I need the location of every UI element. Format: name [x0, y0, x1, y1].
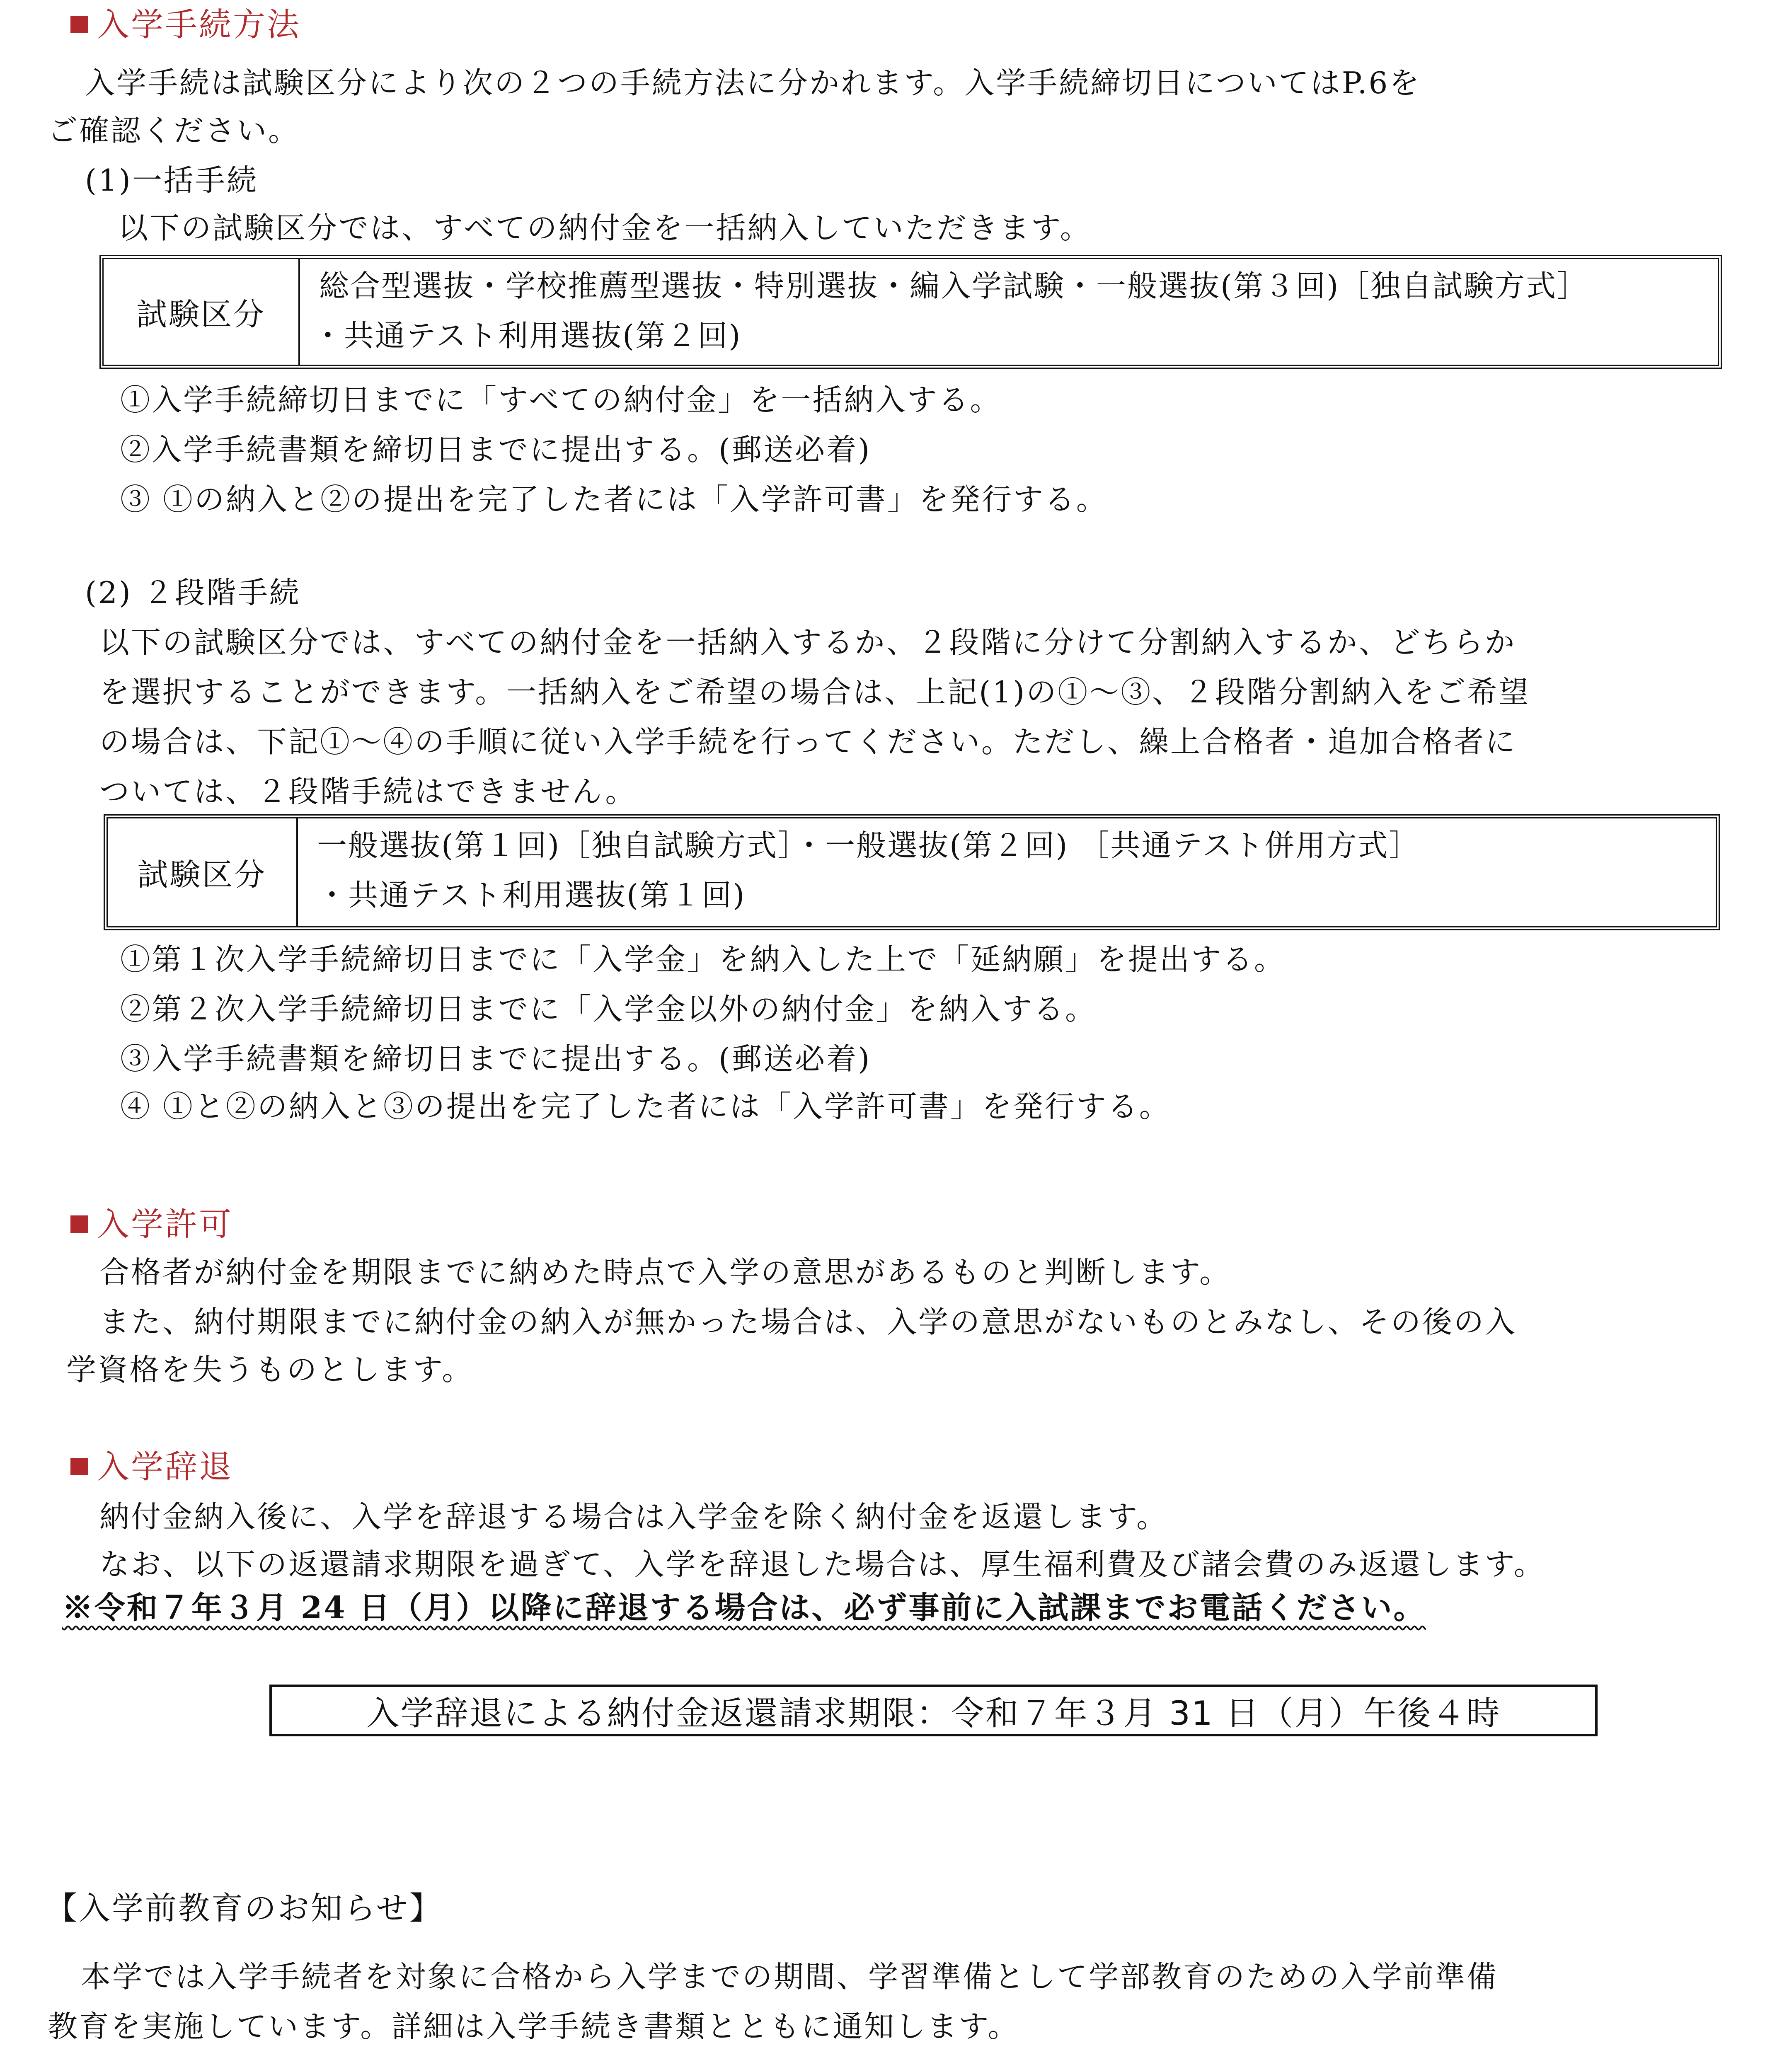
two-stage-desc-line3: の場合は、下記①～④の手順に従い入学手続を行ってください。ただし、繰上合格者・追加合格者に	[99, 724, 1517, 759]
refund-deadline-box	[269, 1685, 1598, 1736]
lump-step-3: ③ ①の納入と②の提出を完了した者には「入学許可書」を発行する。	[120, 482, 1108, 517]
lump-step-1: ①入学手続締切日までに「すべての納付金」を一括納入する。	[120, 382, 1002, 417]
pre-education-line2: 教育を実施しています。詳細は入学手続き書類とともに通知します。	[48, 2009, 1019, 2044]
withdrawal-line2: なお、以下の返還請求期限を過ぎて、入学を辞退した場合は、厚生福利費及び諸会費のみ返還します。	[99, 1547, 1545, 1582]
two-stage-step-2: ②第２次入学手続締切日までに「入学金以外の納付金」を納入する。	[120, 992, 1097, 1026]
lump-step-2: ②入学手続書類を締切日までに提出する。(郵送必着)	[120, 432, 872, 467]
two-stage-table-header: 試験区分	[108, 818, 298, 926]
withdrawal-phone-note: ※令和７年３月 24 日（月）以降に辞退する場合は、必ず事前に入試課までお電話ください。	[62, 1590, 1426, 1626]
lump-description: 以下の試験区分では、すべての納付金を一括納入していただきます。	[118, 211, 1092, 245]
withdrawal-line1: 納付金納入後に、入学を辞退する場合は入学金を除く納付金を返還します。	[99, 1499, 1168, 1534]
permission-line1: 合格者が納付金を期限までに納めた時点で入学の意思があるものと判断します。	[99, 1255, 1231, 1290]
lump-exam-category-table	[99, 255, 1722, 369]
procedure-heading	[70, 4, 301, 46]
permission-heading-text: 入学許可	[97, 1206, 233, 1243]
two-stage-step-4: ④ ①と②の納入と③の提出を完了した者には「入学許可書」を発行する。	[120, 1089, 1171, 1124]
two-stage-desc-line1: 以下の試験区分では、すべての納付金を一括納入するか、２段階に分けて分割納入するか、どちらか	[99, 625, 1516, 660]
permission-heading	[70, 1204, 233, 1245]
procedure-intro-line2: ご確認ください。	[48, 113, 300, 148]
square-bullet-icon	[70, 16, 88, 33]
permission-line2: また、納付期限までに納付金の納入が無かった場合は、入学の意思がないものとみなし、その後の入	[99, 1305, 1517, 1339]
procedure-heading-text: 入学手続方法	[97, 6, 301, 44]
lump-table-header: 試験区分	[104, 259, 300, 365]
pre-education-heading: 【入学前教育のお知らせ】	[46, 1890, 443, 1927]
lump-title: (1)一括手続	[85, 163, 258, 198]
withdrawal-heading-text: 入学辞退	[97, 1448, 233, 1486]
two-stage-desc-line2: を選択することができます。一括納入をご希望の場合は、上記(1)の①～③、２段階分割納入をご希望	[99, 675, 1530, 709]
square-bullet-icon	[70, 1458, 88, 1475]
two-stage-desc-line4: ついては、２段階手続はできません。	[99, 774, 637, 809]
two-stage-table-line2: ・共通テスト利用選抜(第１回)	[317, 878, 746, 913]
refund-deadline-text: 入学辞退による納付金返還請求期限：令和７年３月 31 日（月）午後４時	[366, 1694, 1501, 1733]
two-stage-table-line1: 一般選抜(第１回)［独自試験方式］・一般選抜(第２回) ［共通テスト併用方式］	[317, 828, 1420, 863]
procedure-intro-line1: 入学手続は試験区分により次の２つの手続方法に分かれます。入学手続締切日についてはP.6を	[85, 65, 1421, 100]
two-stage-step-3: ③入学手続書類を締切日までに提出する。(郵送必着)	[120, 1041, 872, 1076]
two-stage-step-1: ①第１次入学手続締切日までに「入学金」を納入した上で「延納願」を提出する。	[120, 942, 1286, 977]
lump-table-line1: 総合型選抜・学校推薦型選抜・特別選抜・編入学試験・一般選抜(第３回)［独自試験方式］	[319, 269, 1588, 303]
two-stage-exam-category-table	[104, 814, 1720, 930]
permission-line3: 学資格を失うものとします。	[66, 1352, 474, 1387]
square-bullet-icon	[70, 1215, 88, 1233]
two-stage-title: (2) ２段階手続	[85, 575, 301, 610]
lump-table-line2: ・共通テスト利用選抜(第２回)	[313, 318, 742, 353]
withdrawal-heading	[70, 1446, 233, 1488]
pre-education-line1: 本学では入学手続者を対象に合格から入学までの期間、学習準備として学部教育のための入学前準備	[81, 1959, 1499, 1994]
